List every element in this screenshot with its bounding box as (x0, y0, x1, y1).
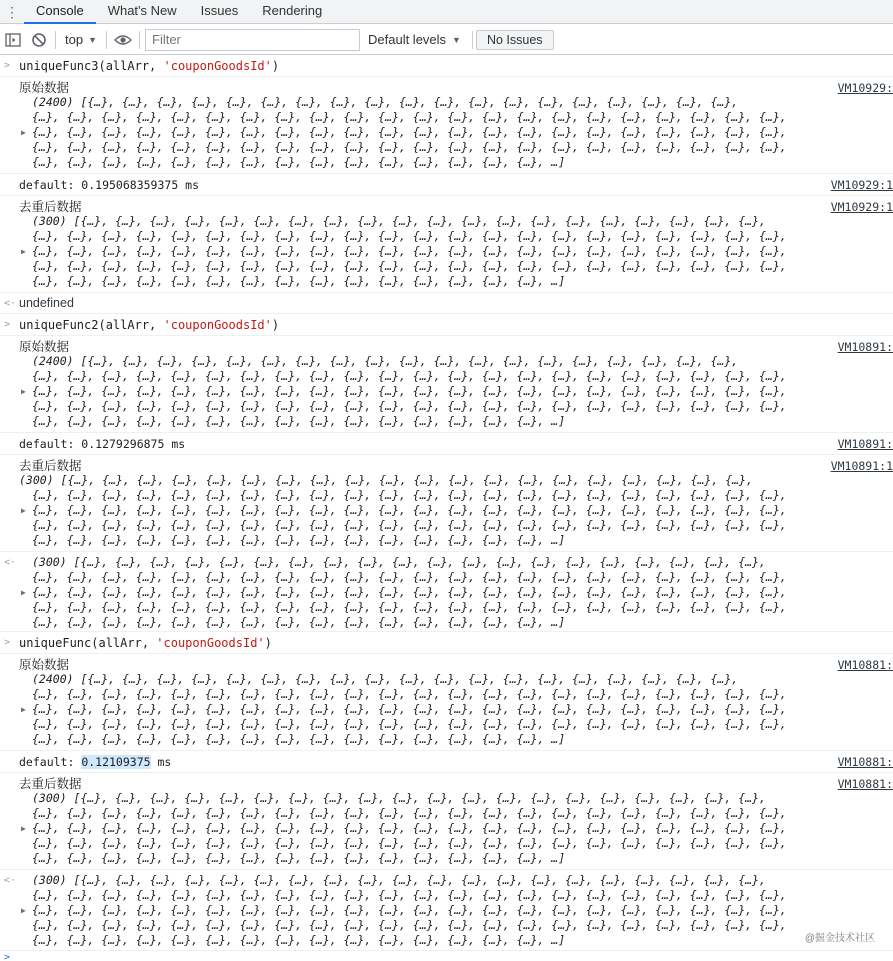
filter-input[interactable] (145, 29, 360, 51)
toolbar-divider (472, 31, 473, 49)
result-value: undefined (19, 296, 74, 310)
chevron-down-icon: ▼ (452, 34, 461, 45)
expand-triangle-icon[interactable]: ▶ (21, 906, 26, 915)
log-message (0, 197, 893, 293)
command-string: 'couponGoodsId' (156, 636, 265, 650)
array-preview: {…}, {…}, {…}, {…}, {…}, {…}, {…}, {…}, {…}, {…}, {…}, {…}, {…}, {…}, {…}, …] (32, 732, 566, 746)
chevron-down-icon: ▼ (88, 34, 97, 45)
array-preview: {…}, {…}, {…}, {…}, {…}, {…}, {…}, {…}, {…}, {…}, {…}, {…}, {…}, {…}, {…}, {…}, {…}, {…}, {…}, {…}, {…}, {…}, (32, 888, 787, 902)
clear-console-icon[interactable] (26, 27, 52, 53)
console-result-line (0, 871, 893, 951)
tab-console[interactable]: Console (24, 0, 96, 24)
eye-icon[interactable] (110, 27, 136, 53)
array-preview: {…}, {…}, {…}, {…}, {…}, {…}, {…}, {…}, {…}, {…}, {…}, {…}, {…}, {…}, {…}, {…}, {…}, {…}, {…}, {…}, {…}, {…}, (32, 384, 787, 398)
sidebar-toggle-icon[interactable] (0, 27, 26, 53)
console-result-line (0, 553, 893, 632)
tab-whats-new[interactable]: What's New (107, 2, 177, 18)
prompt-chevron-icon: > (4, 60, 11, 71)
timer-text: default: 0.1279296875 ms (19, 437, 186, 451)
prompt-chevron-icon: > (4, 637, 11, 648)
array-preview: {…}, {…}, {…}, {…}, {…}, {…}, {…}, {…}, {…}, {…}, {…}, {…}, {…}, {…}, {…}, {…}, {…}, {…}, {…}, {…}, {…}, {…}, (32, 244, 787, 258)
source-link[interactable]: VM10929: (837, 81, 893, 95)
expand-triangle-icon[interactable]: ▶ (21, 588, 26, 597)
log-message (0, 78, 893, 174)
console-input-line (0, 56, 893, 77)
array-preview: {…}, {…}, {…}, {…}, {…}, {…}, {…}, {…}, {…}, {…}, {…}, {…}, {…}, {…}, {…}, {…}, {…}, {…}, {…}, {…}, {…}, {…}, (32, 806, 787, 820)
log-message (0, 456, 893, 552)
log-message (0, 655, 893, 751)
selected-timer-value: 0.12109375 (81, 755, 151, 769)
command-text: uniqueFunc3(allArr, (19, 59, 164, 73)
issues-button[interactable]: No Issues (476, 30, 554, 50)
watermark: @掘金技术社区 (804, 933, 875, 944)
source-link[interactable]: VM10891: (837, 340, 893, 354)
command-text: uniqueFunc2(allArr, (19, 318, 164, 332)
array-preview: {…}, {…}, {…}, {…}, {…}, {…}, {…}, {…}, {…}, {…}, {…}, {…}, {…}, {…}, {…}, {…}, {…}, {…}, {…}, {…}, {…}, {…}, (32, 503, 787, 517)
array-preview[interactable]: (300) [{…}, {…}, {…}, {…}, {…}, {…}, {…}, {…}, {…}, {…}, {…}, {…}, {…}, {…}, {…}, {…}, {…}, {…}, {…}, {…}, (19, 473, 753, 487)
devtools-tab-bar (0, 0, 893, 24)
source-link[interactable]: VM10891:1 (830, 459, 893, 473)
array-preview: {…}, {…}, {…}, {…}, {…}, {…}, {…}, {…}, {…}, {…}, {…}, {…}, {…}, {…}, {…}, {…}, {…}, {…}, {…}, {…}, {…}, {…}, (32, 717, 787, 731)
array-preview: {…}, {…}, {…}, {…}, {…}, {…}, {…}, {…}, {…}, {…}, {…}, {…}, {…}, {…}, {…}, {…}, {…}, {…}, {…}, {…}, {…}, {…}, (32, 110, 787, 124)
array-preview: {…}, {…}, {…}, {…}, {…}, {…}, {…}, {…}, {…}, {…}, {…}, {…}, {…}, {…}, {…}, {…}, {…}, {…}, {…}, {…}, {…}, {…}, (32, 369, 787, 383)
array-preview: {…}, {…}, {…}, {…}, {…}, {…}, {…}, {…}, {…}, {…}, {…}, {…}, {…}, {…}, {…}, …] (32, 274, 566, 288)
log-label: 去重后数据 (19, 777, 82, 791)
array-preview: {…}, {…}, {…}, {…}, {…}, {…}, {…}, {…}, {…}, {…}, {…}, {…}, {…}, {…}, {…}, {…}, {…}, {…}, {…}, {…}, {…}, {…}, (32, 125, 787, 139)
array-preview: {…}, {…}, {…}, {…}, {…}, {…}, {…}, {…}, {…}, {…}, {…}, {…}, {…}, {…}, {…}, {…}, {…}, {…}, {…}, {…}, {…}, {…}, (32, 229, 787, 243)
log-label: 原始数据 (19, 658, 70, 672)
context-label: top (65, 32, 84, 47)
toolbar-divider (139, 31, 140, 49)
expand-triangle-icon[interactable]: ▶ (21, 506, 26, 515)
array-preview: {…}, {…}, {…}, {…}, {…}, {…}, {…}, {…}, {…}, {…}, {…}, {…}, {…}, {…}, {…}, {…}, {…}, {…}, {…}, {…}, {…}, {…}, (32, 140, 787, 154)
expand-triangle-icon[interactable]: ▶ (21, 247, 26, 256)
array-preview: {…}, {…}, {…}, {…}, {…}, {…}, {…}, {…}, {…}, {…}, {…}, {…}, {…}, {…}, {…}, …] (32, 851, 566, 865)
array-preview[interactable]: (300) [{…}, {…}, {…}, {…}, {…}, {…}, {…}, {…}, {…}, {…}, {…}, {…}, {…}, {…}, {…}, {…}, {…}, {…}, {…}, {…}, (32, 214, 766, 228)
array-preview: {…}, {…}, {…}, {…}, {…}, {…}, {…}, {…}, {…}, {…}, {…}, {…}, {…}, {…}, {…}, {…}, {…}, {…}, {…}, {…}, {…}, {…}, (32, 687, 787, 701)
array-preview: {…}, {…}, {…}, {…}, {…}, {…}, {…}, {…}, {…}, {…}, {…}, {…}, {…}, {…}, {…}, …] (32, 414, 566, 428)
result-arrow-icon: <· (4, 557, 17, 568)
log-label: 去重后数据 (19, 200, 82, 214)
array-preview: {…}, {…}, {…}, {…}, {…}, {…}, {…}, {…}, {…}, {…}, {…}, {…}, {…}, {…}, {…}, …] (32, 155, 566, 169)
log-levels-dropdown[interactable] (360, 32, 469, 47)
log-label: 原始数据 (19, 340, 70, 354)
array-preview[interactable]: (300) [{…}, {…}, {…}, {…}, {…}, {…}, {…}, {…}, {…}, {…}, {…}, {…}, {…}, {…}, {…}, {…}, {…}, {…}, {…}, {…}, (32, 791, 766, 805)
array-preview: {…}, {…}, {…}, {…}, {…}, {…}, {…}, {…}, {…}, {…}, {…}, {…}, {…}, {…}, {…}, {…}, {…}, {…}, {…}, {…}, {…}, {…}, (32, 821, 787, 835)
timer-message (0, 175, 893, 196)
command-string: 'couponGoodsId' (163, 59, 272, 73)
tab-rendering[interactable]: Rendering (262, 2, 323, 18)
array-preview: {…}, {…}, {…}, {…}, {…}, {…}, {…}, {…}, {…}, {…}, {…}, {…}, {…}, {…}, {…}, {…}, {…}, {…}, {…}, {…}, {…}, {…}, (32, 570, 787, 584)
console-result-line (0, 294, 893, 314)
array-preview: {…}, {…}, {…}, {…}, {…}, {…}, {…}, {…}, {…}, {…}, {…}, {…}, {…}, {…}, {…}, {…}, {…}, {…}, {…}, {…}, {…}, {…}, (32, 918, 787, 932)
tab-issues[interactable]: Issues (200, 2, 239, 18)
context-selector[interactable] (59, 32, 103, 47)
array-preview: {…}, {…}, {…}, {…}, {…}, {…}, {…}, {…}, {…}, {…}, {…}, {…}, {…}, {…}, {…}, …] (32, 533, 566, 547)
expand-triangle-icon[interactable]: ▶ (21, 128, 26, 137)
source-link[interactable]: VM10881: (837, 777, 893, 791)
prompt-chevron-icon: > (4, 319, 11, 330)
source-link[interactable]: VM10891: (837, 437, 893, 451)
array-preview: {…}, {…}, {…}, {…}, {…}, {…}, {…}, {…}, {…}, {…}, {…}, {…}, {…}, {…}, {…}, {…}, {…}, {…}, {…}, {…}, {…}, {…}, (32, 600, 787, 614)
array-preview[interactable]: (300) [{…}, {…}, {…}, {…}, {…}, {…}, {…}, {…}, {…}, {…}, {…}, {…}, {…}, {…}, {…}, {…}, {…}, {…}, {…}, {…}, (32, 555, 766, 569)
console-input-line (0, 315, 893, 336)
timer-text: ms (150, 755, 172, 769)
array-preview[interactable]: (2400) [{…}, {…}, {…}, {…}, {…}, {…}, {…}, {…}, {…}, {…}, {…}, {…}, {…}, {…}, {…}, {…}, {…}, {…}, {…}, (32, 95, 739, 109)
command-text: ) (271, 59, 280, 73)
array-preview: {…}, {…}, {…}, {…}, {…}, {…}, {…}, {…}, {…}, {…}, {…}, {…}, {…}, {…}, {…}, {…}, {…}, {…}, {…}, {…}, {…}, {…}, (32, 259, 787, 273)
expand-triangle-icon[interactable]: ▶ (21, 824, 26, 833)
command-text: ) (264, 636, 272, 650)
console-output (0, 56, 893, 961)
array-preview: {…}, {…}, {…}, {…}, {…}, {…}, {…}, {…}, {…}, {…}, {…}, {…}, {…}, {…}, {…}, {…}, {…}, {…}, {…}, {…}, {…}, {…}, (32, 488, 787, 502)
array-preview: {…}, {…}, {…}, {…}, {…}, {…}, {…}, {…}, {…}, {…}, {…}, {…}, {…}, {…}, {…}, {…}, {…}, {…}, {…}, {…}, {…}, {…}, (32, 903, 787, 917)
array-preview: {…}, {…}, {…}, {…}, {…}, {…}, {…}, {…}, {…}, {…}, {…}, {…}, {…}, {…}, {…}, {…}, {…}, {…}, {…}, {…}, {…}, {…}, (32, 702, 787, 716)
toolbar-divider (55, 31, 56, 49)
log-message (0, 337, 893, 433)
array-preview[interactable]: (300) [{…}, {…}, {…}, {…}, {…}, {…}, {…}, {…}, {…}, {…}, {…}, {…}, {…}, {…}, {…}, {…}, {…}, {…}, {…}, {…}, (32, 873, 766, 887)
console-input-line (0, 633, 893, 654)
command-string: 'couponGoodsId' (163, 318, 272, 332)
expand-triangle-icon[interactable]: ▶ (21, 705, 26, 714)
array-preview: {…}, {…}, {…}, {…}, {…}, {…}, {…}, {…}, {…}, {…}, {…}, {…}, {…}, {…}, {…}, {…}, {…}, {…}, {…}, {…}, {…}, {…}, (32, 585, 787, 599)
timer-message (0, 434, 893, 455)
array-preview: {…}, {…}, {…}, {…}, {…}, {…}, {…}, {…}, {…}, {…}, {…}, {…}, {…}, {…}, {…}, {…}, {…}, {…}, {…}, {…}, {…}, {…}, (32, 518, 787, 532)
log-label: 去重后数据 (19, 459, 82, 473)
array-preview: {…}, {…}, {…}, {…}, {…}, {…}, {…}, {…}, {…}, {…}, {…}, {…}, {…}, {…}, {…}, …] (32, 933, 566, 947)
source-link[interactable]: VM10881: (837, 755, 893, 769)
array-preview[interactable]: (2400) [{…}, {…}, {…}, {…}, {…}, {…}, {…}, {…}, {…}, {…}, {…}, {…}, {…}, {…}, {…}, {…}, {…}, {…}, {…}, (32, 354, 739, 368)
timer-message (0, 752, 893, 773)
array-preview: {…}, {…}, {…}, {…}, {…}, {…}, {…}, {…}, {…}, {…}, {…}, {…}, {…}, {…}, {…}, {…}, {…}, {…}, {…}, {…}, {…}, {…}, (32, 399, 787, 413)
result-arrow-icon: <· (4, 298, 17, 309)
source-link[interactable]: VM10929:1 (830, 178, 893, 192)
source-link[interactable]: VM10881: (837, 658, 893, 672)
log-message (0, 774, 893, 870)
console-prompt-line[interactable] (0, 952, 893, 961)
more-menu-icon[interactable]: ⋮ (5, 3, 19, 20)
array-preview[interactable]: (2400) [{…}, {…}, {…}, {…}, {…}, {…}, {…}, {…}, {…}, {…}, {…}, {…}, {…}, {…}, {…}, {…}, {…}, {…}, {…}, (32, 672, 739, 686)
prompt-chevron-icon: > (4, 952, 11, 961)
result-arrow-icon: <· (4, 875, 17, 886)
array-preview: {…}, {…}, {…}, {…}, {…}, {…}, {…}, {…}, {…}, {…}, {…}, {…}, {…}, {…}, {…}, {…}, {…}, {…}, {…}, {…}, {…}, {…}, (32, 836, 787, 850)
command-text: uniqueFunc(allArr, (19, 636, 157, 650)
console-toolbar (0, 25, 893, 55)
timer-text: default: 0.195068359375 ms (19, 178, 200, 192)
expand-triangle-icon[interactable]: ▶ (21, 387, 26, 396)
array-preview: {…}, {…}, {…}, {…}, {…}, {…}, {…}, {…}, {…}, {…}, {…}, {…}, {…}, {…}, {…}, …] (32, 615, 566, 629)
source-link[interactable]: VM10929:1 (830, 200, 893, 214)
log-levels-label: Default levels (368, 32, 447, 47)
log-label: 原始数据 (19, 81, 70, 95)
timer-text: default: (19, 755, 82, 769)
command-text: ) (271, 318, 280, 332)
toolbar-divider (106, 31, 107, 49)
